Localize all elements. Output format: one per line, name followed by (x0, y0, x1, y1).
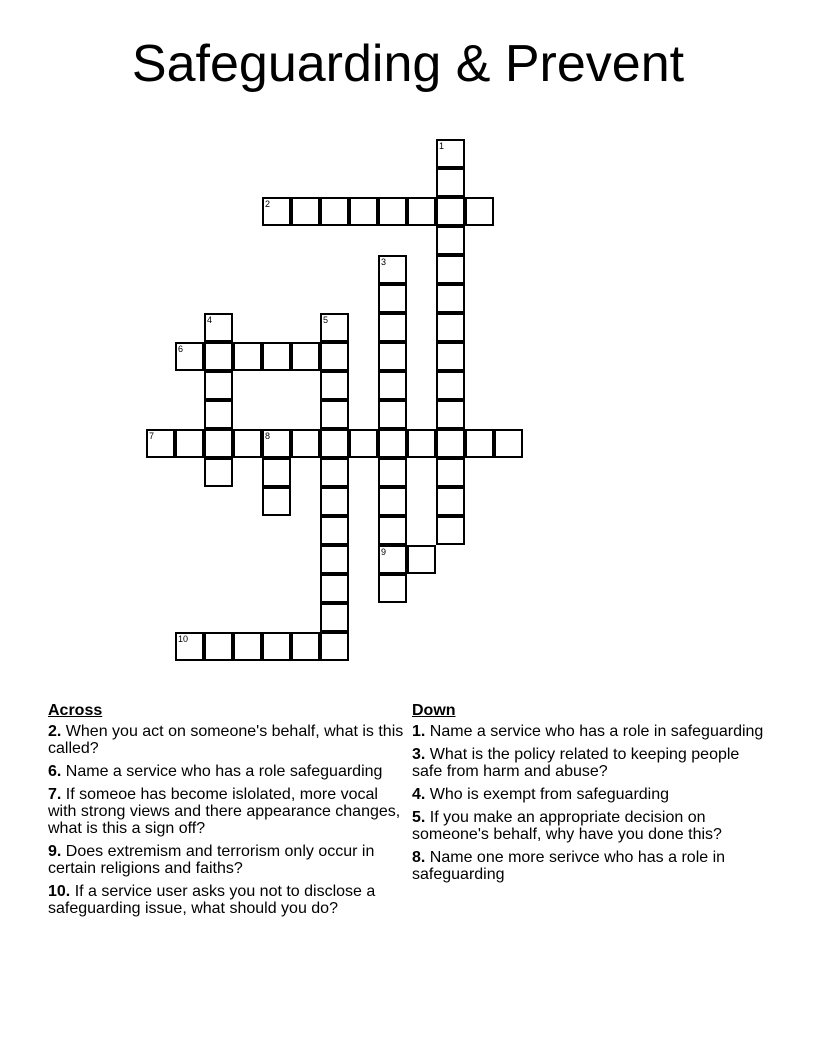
clue-text: If someoe has become islolated, more vocal with strong views and there appearance changes, what is this a sign off? (48, 786, 401, 837)
clue-down-8 (412, 849, 772, 883)
grid-cell[interactable] (436, 342, 465, 371)
clue-text: When you act on someone's behalf, what is this called? (48, 723, 404, 757)
grid-cell[interactable] (204, 429, 233, 458)
grid-cell[interactable] (320, 603, 349, 632)
grid-cell[interactable] (436, 226, 465, 255)
across-clues (48, 702, 408, 923)
clue-number: 1. (412, 723, 426, 740)
grid-cell[interactable] (436, 168, 465, 197)
grid-cell[interactable] (320, 487, 349, 516)
clue-number: 10. (48, 883, 71, 900)
clue-number: 2. (48, 723, 62, 740)
page-title: Safeguarding & Prevent (131, 35, 685, 93)
grid-cell[interactable] (204, 458, 233, 487)
across-heading: Across (48, 702, 103, 719)
grid-cell[interactable] (320, 197, 349, 226)
grid-cell[interactable] (378, 342, 407, 371)
grid-cell[interactable] (378, 197, 407, 226)
grid-cell[interactable] (320, 400, 349, 429)
grid-cell[interactable] (320, 313, 349, 342)
cell-number: 8 (265, 431, 271, 441)
grid-cell[interactable] (146, 429, 175, 458)
clue-down-1 (412, 723, 772, 740)
clue-number: 9. (48, 843, 62, 860)
grid-cell[interactable] (320, 458, 349, 487)
grid-cell[interactable] (262, 342, 291, 371)
clue-text: If a service user asks you not to disclose a safeguarding issue, what should you do? (48, 883, 376, 917)
grid-cell[interactable] (436, 516, 465, 545)
grid-cell[interactable] (320, 429, 349, 458)
grid-cell[interactable] (407, 197, 436, 226)
clue-across-7 (48, 786, 408, 837)
grid-cell[interactable] (291, 197, 320, 226)
clue-text: Does extremism and terrorism only occur in certain religions and faiths? (48, 843, 375, 877)
grid-cell[interactable] (378, 516, 407, 545)
grid-cell[interactable] (320, 516, 349, 545)
grid-cell[interactable] (291, 342, 320, 371)
grid-cell[interactable] (175, 429, 204, 458)
grid-cell[interactable] (465, 197, 494, 226)
grid-cell[interactable] (378, 313, 407, 342)
cell-number: 7 (149, 431, 155, 441)
grid-cell[interactable] (436, 400, 465, 429)
grid-cell[interactable] (378, 255, 407, 284)
grid-cell[interactable] (407, 545, 436, 574)
grid-cell[interactable] (204, 371, 233, 400)
cell-number: 10 (178, 634, 189, 644)
grid-cell[interactable] (378, 429, 407, 458)
grid-cell[interactable] (233, 632, 262, 661)
grid-cell[interactable] (320, 371, 349, 400)
grid-cell[interactable] (204, 632, 233, 661)
clue-across-6 (48, 763, 408, 780)
grid-cell[interactable] (378, 487, 407, 516)
grid-cell[interactable] (175, 632, 204, 661)
cell-number: 4 (207, 315, 213, 325)
cell-number: 1 (439, 141, 445, 151)
grid-cell[interactable] (436, 255, 465, 284)
cell-number: 2 (265, 199, 271, 209)
clue-text: Name a service who has a role safeguarding (65, 763, 383, 780)
grid-cell[interactable] (320, 574, 349, 603)
grid-cell[interactable] (204, 313, 233, 342)
cell-number: 9 (381, 547, 387, 557)
grid-cell[interactable] (436, 429, 465, 458)
clue-across-10 (48, 883, 408, 917)
grid-cell[interactable] (378, 458, 407, 487)
grid-cell[interactable] (262, 197, 291, 226)
grid-cell[interactable] (291, 429, 320, 458)
grid-cell[interactable] (378, 574, 407, 603)
grid-cell[interactable] (407, 429, 436, 458)
grid-cell[interactable] (320, 632, 349, 661)
grid-cell[interactable] (175, 342, 204, 371)
grid-cell[interactable] (465, 429, 494, 458)
grid-cell[interactable] (436, 139, 465, 168)
clue-text: Name one more serivce who has a role in safeguarding (412, 849, 726, 883)
grid-cell[interactable] (378, 371, 407, 400)
clue-text: What is the policy related to keeping people safe from harm and abuse? (412, 746, 740, 780)
grid-cell[interactable] (291, 632, 320, 661)
grid-cell[interactable] (436, 197, 465, 226)
grid-cell[interactable] (262, 429, 291, 458)
clue-number: 3. (412, 746, 426, 763)
grid-cell[interactable] (233, 429, 262, 458)
clue-number: 6. (48, 763, 62, 780)
clue-number: 7. (48, 786, 62, 803)
clue-number: 4. (412, 786, 426, 803)
clue-number: 8. (412, 849, 426, 866)
clue-text: Who is exempt from safeguarding (429, 786, 670, 803)
grid-cell[interactable] (262, 487, 291, 516)
cell-number: 6 (178, 344, 184, 354)
grid-cell[interactable] (349, 429, 378, 458)
grid-cell[interactable] (204, 342, 233, 371)
cell-number: 5 (323, 315, 329, 325)
grid-cell[interactable] (378, 400, 407, 429)
clue-across-2 (48, 723, 408, 757)
grid-cell[interactable] (262, 458, 291, 487)
grid-cell[interactable] (436, 284, 465, 313)
grid-cell[interactable] (436, 313, 465, 342)
down-heading: Down (412, 702, 456, 719)
grid-cell[interactable] (320, 545, 349, 574)
grid-cell[interactable] (494, 429, 523, 458)
grid-cell[interactable] (204, 400, 233, 429)
clue-across-9 (48, 843, 408, 877)
grid-cell[interactable] (378, 284, 407, 313)
clue-text: Name a service who has a role in safeguarding (429, 723, 764, 740)
clue-down-3 (412, 746, 772, 780)
grid-cell[interactable] (436, 487, 465, 516)
clue-text: If you make an appropriate decision on someone's behalf, why have you done this? (412, 809, 722, 843)
grid-cell[interactable] (436, 371, 465, 400)
down-clues (412, 702, 772, 889)
grid-cell[interactable] (320, 342, 349, 371)
clue-number: 5. (412, 809, 426, 826)
grid-cell[interactable] (262, 632, 291, 661)
grid-cell[interactable] (378, 545, 407, 574)
grid-cell[interactable] (349, 197, 378, 226)
grid-cell[interactable] (233, 342, 262, 371)
grid-cell[interactable] (436, 458, 465, 487)
clue-down-4 (412, 786, 772, 803)
cell-number: 3 (381, 257, 387, 267)
clue-down-5 (412, 809, 772, 843)
